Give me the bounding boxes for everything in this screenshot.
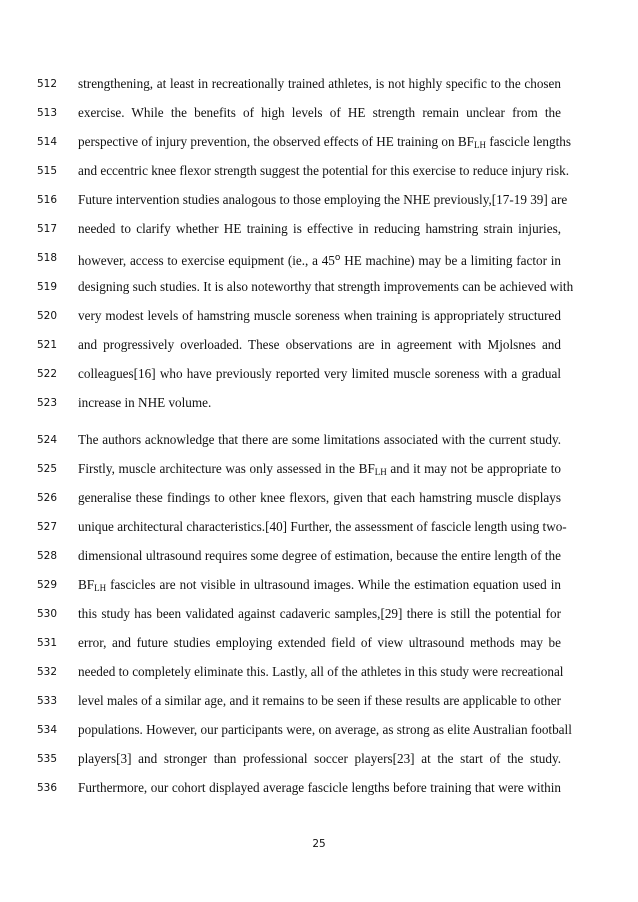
line-number: 522 bbox=[37, 368, 58, 380]
line-number: 524 bbox=[37, 434, 58, 446]
line-text: exercise. While the benefits of high levels of HE strength remain unclear from the bbox=[78, 105, 561, 120]
line-number: 525 bbox=[37, 463, 58, 475]
line-number: 515 bbox=[37, 165, 58, 177]
line-text: colleagues[16] who have previously reported very limited muscle soreness with a gradual bbox=[78, 366, 561, 381]
line-number: 512 bbox=[37, 78, 58, 90]
line-number: 513 bbox=[37, 107, 58, 119]
line-number: 518 bbox=[37, 252, 58, 264]
line-text: needed to completely eliminate this. Lastly, all of the athletes in this study were recreational bbox=[78, 664, 564, 679]
line-text: Firstly, muscle architecture was only assessed in the $BF_{LH}$ and it may not be appropriate to bbox=[78, 461, 561, 477]
line-number: 529 bbox=[37, 579, 58, 591]
line-number: 532 bbox=[37, 666, 58, 678]
text-line bbox=[0, 691, 638, 711]
text-line bbox=[0, 219, 638, 239]
line-text: The authors acknowledge that there are some limitations associated with the current study. bbox=[78, 432, 561, 447]
text-line bbox=[0, 662, 638, 682]
text-line bbox=[0, 190, 638, 210]
text-line bbox=[0, 430, 638, 450]
text-line bbox=[0, 364, 638, 384]
text-line bbox=[0, 335, 638, 355]
line-text: Furthermore, our cohort displayed average fascicle lengths before training that were within bbox=[78, 780, 561, 795]
line-text: perspective of injury prevention, the observed effects of HE training on $BF_{LH}$ fascicle lengths bbox=[78, 134, 571, 150]
line-number: 517 bbox=[37, 223, 58, 235]
line-number: 528 bbox=[37, 550, 58, 562]
text-line bbox=[0, 103, 638, 123]
line-number: 536 bbox=[37, 782, 58, 794]
line-text: strengthening, at least in recreationally trained athletes, is not highly specific to the chosen bbox=[78, 76, 561, 91]
line-number: 526 bbox=[37, 492, 58, 504]
line-number: 533 bbox=[37, 695, 58, 707]
line-text: populations. However, our participants were, on average, as strong as elite Australian football bbox=[78, 722, 572, 737]
text-line bbox=[0, 459, 638, 479]
subscript: LH bbox=[94, 583, 107, 593]
line-number: 521 bbox=[37, 339, 58, 351]
line-number: 519 bbox=[37, 281, 58, 293]
text-line bbox=[0, 749, 638, 769]
line-text: very modest levels of hamstring muscle soreness when training is appropriately structured bbox=[78, 308, 561, 323]
line-text: Future intervention studies analogous to those employing the NHE previously,[17-19 39] are bbox=[78, 192, 568, 207]
subscript: LH bbox=[474, 140, 487, 150]
text-line bbox=[0, 132, 638, 152]
line-text: unique architectural characteristics.[40] Further, the assessment of fascicle length using two- bbox=[78, 519, 567, 534]
text-line bbox=[0, 575, 638, 595]
text-line bbox=[0, 546, 638, 566]
text-line bbox=[0, 488, 638, 508]
line-number: 530 bbox=[37, 608, 58, 620]
degree-superscript: o bbox=[334, 253, 341, 263]
line-number: 514 bbox=[37, 136, 58, 148]
text-line bbox=[0, 720, 638, 740]
text-line bbox=[0, 393, 638, 413]
line-text: generalise these findings to other knee flexors, given that each hamstring muscle displays bbox=[78, 490, 561, 505]
text-line bbox=[0, 604, 638, 624]
line-number: 523 bbox=[37, 397, 58, 409]
text-line bbox=[0, 778, 638, 798]
line-text: however, access to exercise equipment (ie., a 45$^o$ HE machine) may be a limiting factor in bbox=[78, 253, 561, 268]
line-number: 535 bbox=[37, 753, 58, 765]
line-text: players[3] and stronger than professional soccer players[23] at the start of the study. bbox=[78, 751, 561, 766]
text-line bbox=[0, 517, 638, 537]
page-number: 25 bbox=[312, 838, 326, 850]
text-line bbox=[0, 277, 638, 297]
line-text: and eccentric knee flexor strength suggest the potential for this exercise to reduce injury risk. bbox=[78, 163, 570, 178]
text-line bbox=[0, 306, 638, 326]
text-line bbox=[0, 248, 638, 268]
line-text: this study has been validated against cadaveric samples,[29] there is still the potential for bbox=[78, 606, 561, 621]
line-text: and progressively overloaded. These observations are in agreement with Mjolsnes and bbox=[78, 337, 561, 352]
line-text: designing such studies. It is also noteworthy that strength improvements can be achieved with bbox=[78, 279, 574, 294]
text-line bbox=[0, 161, 638, 181]
line-number: 534 bbox=[37, 724, 58, 736]
line-number: 531 bbox=[37, 637, 58, 649]
line-number: 527 bbox=[37, 521, 58, 533]
line-number: 520 bbox=[37, 310, 58, 322]
subscript: LH bbox=[374, 467, 387, 477]
line-text: level males of a similar age, and it remains to be seen if these results are applicable to other bbox=[78, 693, 561, 708]
line-text: increase in NHE volume. bbox=[78, 395, 212, 410]
line-text: $BF_{LH}$ fascicles are not visible in ultrasound images. While the estimation equation used in bbox=[78, 577, 561, 593]
line-text: error, and future studies employing extended field of view ultrasound methods may be bbox=[78, 635, 561, 650]
text-line bbox=[0, 74, 638, 94]
line-number: 516 bbox=[37, 194, 58, 206]
text-line bbox=[0, 633, 638, 653]
line-text: needed to clarify whether HE training is effective in reducing hamstring strain injuries, bbox=[78, 221, 561, 236]
line-text: dimensional ultrasound requires some degree of estimation, because the entire length of the bbox=[78, 548, 561, 563]
